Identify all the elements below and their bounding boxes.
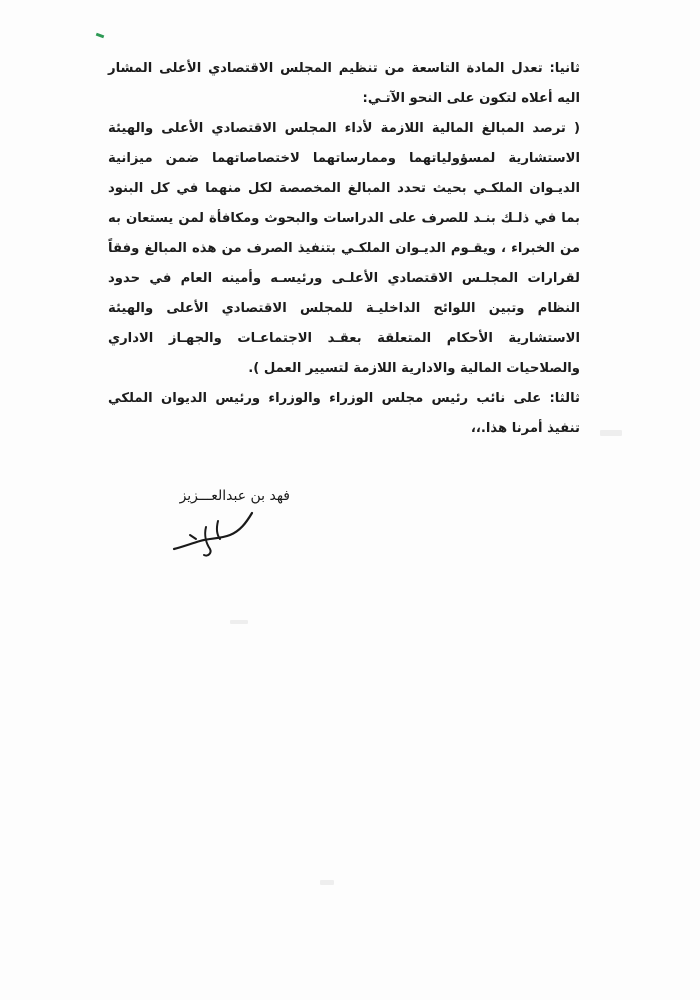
paper-speck bbox=[600, 430, 622, 436]
paragraph-second: ثانيا: تعدل المادة التاسعة من تنظيم المجلس الاقتصادي الأعلى المشار اليه أعلاه لتكون على النحو الآتـي: bbox=[108, 61, 580, 106]
signatory-name: فهد بن عبدالعـــزيز bbox=[179, 488, 290, 504]
green-corner-mark bbox=[96, 33, 105, 39]
paper-speck bbox=[230, 620, 248, 624]
paper-speck bbox=[320, 880, 334, 885]
paragraph-third: ثالثا: على نائب رئيس مجلس الوزراء والوزراء ورئيس الديوان الملكي تنفيذ أمرنا هذا.،، bbox=[108, 391, 580, 436]
paragraph-allocation: ( ترصد المبالغ المالية اللازمة لأداء المجلس الاقتصادي الأعلى والهيئة الاستشارية لمسؤولياتهما وممارساتهما لاختصاصاتهما ضمن ميزانية الديـوان الملكـي بحيث تحدد المبالغ المخصصة لكل منهما في كل البنود بما في ذلـك بنـد للصرف على الدراسات والبحوث ومكافأة لمن يستعان به من الخبراء ، ويقـوم الديـوان الملكـي بتنفيذ الصرف من هذه المبالغ وفقاً لقرارات المجلـس الاقتصادي الأعلـى ورئيسـه وأمينه العام في حدود النظام وتبين اللوائح الداخليـة للمجلس الاقتصادي الأعلى والهيئة الاستشارية الأحكام المتعلقة بعقـد الاجتماعـات والجهـاز الاداري والصلاحيات المالية والادارية اللازمة لتسيير العمل ). bbox=[108, 121, 580, 376]
handwritten-signature bbox=[160, 505, 260, 560]
document-body bbox=[108, 54, 580, 444]
